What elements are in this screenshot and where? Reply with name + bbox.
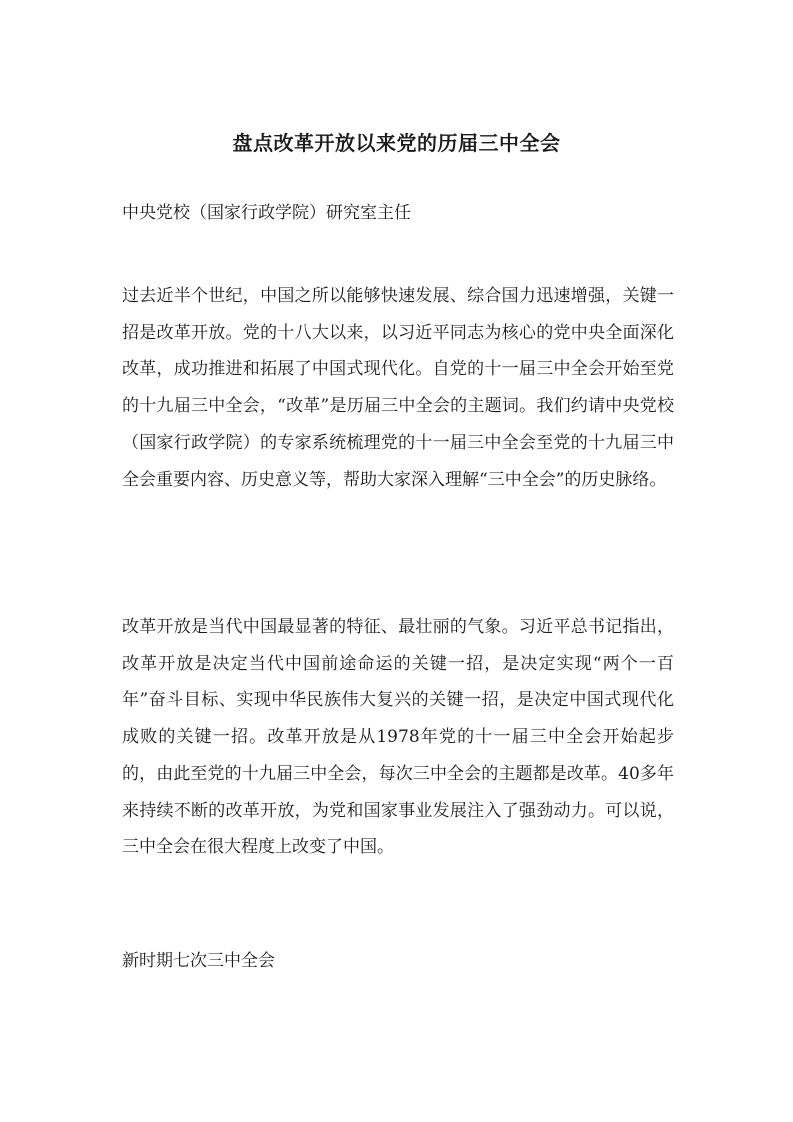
paragraph-reform: 改革开放是当代中国最显著的特征、最壮丽的气象。习近平总书记指出，改革开放是决定当代中国前途命运的关键一招，是决定实现“两个一百年”奋斗目标、实现中华民族伟大复兴的关键一招，是决定中国式现代化成败的关键一招。改革开放是从1978年党的十一届三中全会开始起步的，由此至党的十九届三中全会，每次三中全会的主题都是改革。40多年来持续不断的改革开放，为党和国家事业发展注入了强劲动力。可以说，三中全会在很大程度上改变了中国。 [122,617,674,858]
document-title: 盘点改革开放以来党的历届三中全会 [232,131,561,155]
paragraph-intro: 过去近半个世纪，中国之所以能够快速发展、综合国力迅速增强，关键一招是改革开放。党的十八大以来，以习近平同志为核心的党中央全面深化改革，成功推进和拓展了中国式现代化。自党的十一届三中全会开始至党的十九届三中全会，“改革”是历届三中全会的主题词。我们约请中央党校（国家行政学院）的专家系统梳理党的十一届三中全会至党的十九届三中全会重要内容、历史意义等，帮助大家深入理解“三中全会”的历史脉络。 [122,286,674,490]
author-byline: 中央党校（国家行政学院）研究室主任 [122,203,411,223]
section-heading: 新时期七次三中全会 [122,951,275,971]
